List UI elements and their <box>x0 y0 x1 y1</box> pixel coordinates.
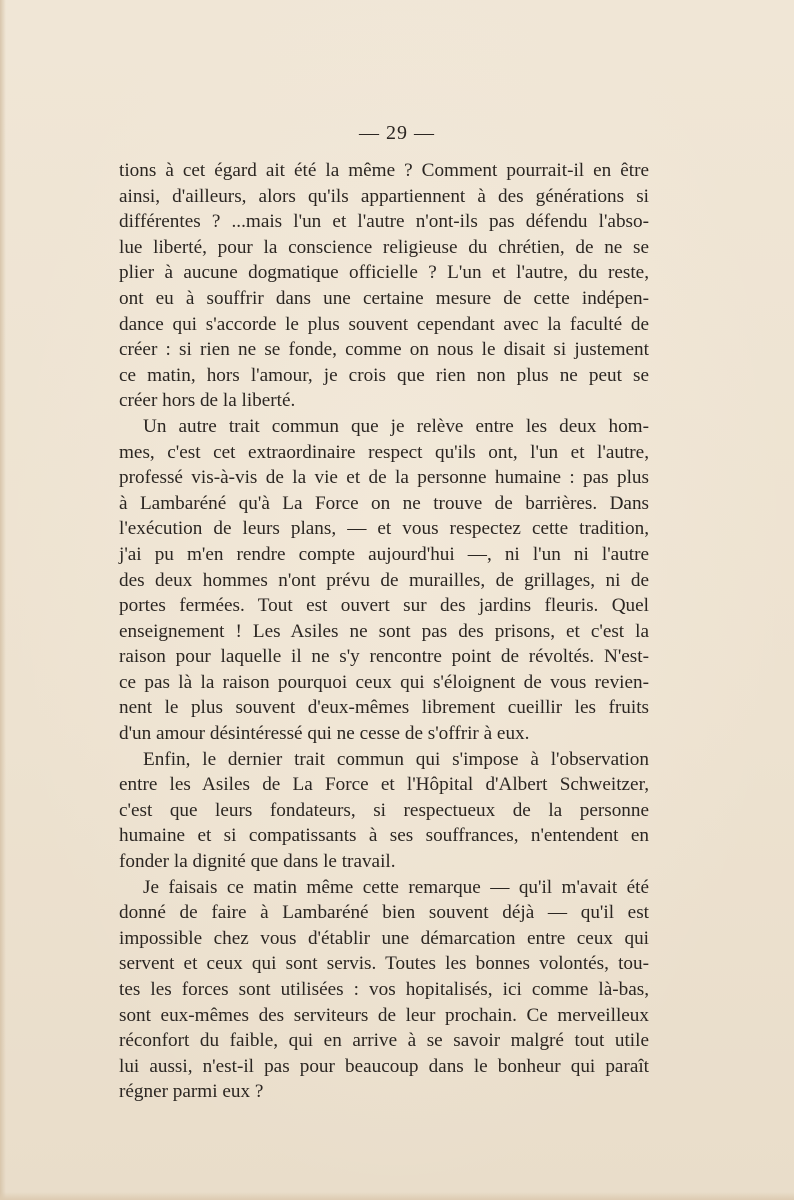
text-line: Un autre trait commun que je relève entre les deux hom- <box>143 415 649 437</box>
text-line: régner parmi eux ? <box>119 1081 264 1103</box>
text-line: entre les Asiles de La Force et l'Hôpital d'Albert Schweitzer, <box>119 774 649 796</box>
paragraph <box>119 158 649 414</box>
text-line: j'ai pu m'en rendre compte aujourd'hui —, ni l'un ni l'autre <box>119 543 649 565</box>
paragraph <box>119 414 649 747</box>
text-line: mes, c'est cet extraordinaire respect qu'ils ont, l'un et l'autre, <box>119 441 649 463</box>
text-line: fonder la dignité que dans le travail. <box>119 851 396 873</box>
text-line: lui aussi, n'est-il pas pour beaucoup dans le bonheur qui paraît <box>119 1055 649 1077</box>
text-line: des deux hommes n'ont prévu de murailles, de grillages, ni de <box>119 569 649 591</box>
text-line: tions à cet égard ait été la même ? Comment pourrait-il en être <box>119 160 649 181</box>
text-line: lue liberté, pour la conscience religieuse du chrétien, de ne se <box>119 236 649 258</box>
text-line: enseignement ! Les Asiles ne sont pas des prisons, et c'est la <box>119 620 649 642</box>
text-line: impossible chez vous d'établir une démarcation entre ceux qui <box>119 927 649 949</box>
text-line: nent le plus souvent d'eux-mêmes librement cueillir les fruits <box>119 697 649 719</box>
text-line: à Lambaréné qu'à La Force on ne trouve de barrières. Dans <box>119 492 649 514</box>
text-line: réconfort du faible, qui en arrive à se savoir malgré tout utile <box>119 1030 649 1052</box>
text-line: c'est que leurs fondateurs, si respectueux de la personne <box>119 799 649 821</box>
paragraph <box>119 747 649 875</box>
page-number: — 29 — <box>359 122 435 144</box>
text-line: sont eux-mêmes des serviteurs de leur prochain. Ce merveilleux <box>119 1004 649 1026</box>
text-line: Enfin, le dernier trait commun qui s'impose à l'observation <box>143 748 649 770</box>
text-line: l'exécution de leurs plans, — et vous respectez cette tradition, <box>119 518 649 540</box>
text-line: ce matin, hors l'amour, je crois que rien non plus ne peut se <box>119 364 649 386</box>
text-line: Je faisais ce matin même cette remarque — qu'il m'avait été <box>143 876 649 898</box>
text-line: dance qui s'accorde le plus souvent cependant avec la faculté de <box>119 313 649 335</box>
text-line: créer hors de la liberté. <box>119 390 296 412</box>
text-line: ce pas là la raison pourquoi ceux qui s'éloignent de vous revien- <box>119 671 649 693</box>
text-line: humaine et si compatissants à ses souffrances, n'entendent en <box>119 825 649 847</box>
text-line: raison pour laquelle il ne s'y rencontre point de révoltés. N'est- <box>119 646 649 668</box>
text-line: ainsi, d'ailleurs, alors qu'ils appartiennent à des générations si <box>119 185 649 207</box>
text-line: professé vis-à-vis de la vie et de la personne humaine : pas plus <box>119 467 649 489</box>
text-line: donné de faire à Lambaréné bien souvent déjà — qu'il est <box>119 902 649 924</box>
text-line: différentes ? ...mais l'un et l'autre n'ont-ils pas défendu l'abso- <box>119 211 649 233</box>
text-line: ont eu à souffrir dans une certaine mesure de cette indépen- <box>119 287 649 309</box>
page-edge-shadow <box>0 0 6 1200</box>
page-bottom-shadow <box>0 1192 794 1200</box>
text-line: tes les forces sont utilisées : vos hopitalisés, ici comme là-bas, <box>119 979 649 1000</box>
text-line: servent et ceux qui sont servis. Toutes les bonnes volontés, tou- <box>119 953 649 975</box>
text-line: créer : si rien ne se fonde, comme on nous le disait si justement <box>119 339 649 361</box>
body-text <box>119 158 649 1105</box>
paragraph <box>119 875 649 1105</box>
text-line: d'un amour désintéressé qui ne cesse de s'offrir à eux. <box>119 723 530 745</box>
text-line: portes fermées. Tout est ouvert sur des jardins fleuris. Quel <box>119 595 649 617</box>
text-line: plier à aucune dogmatique officielle ? L'un et l'autre, du reste, <box>119 262 649 284</box>
